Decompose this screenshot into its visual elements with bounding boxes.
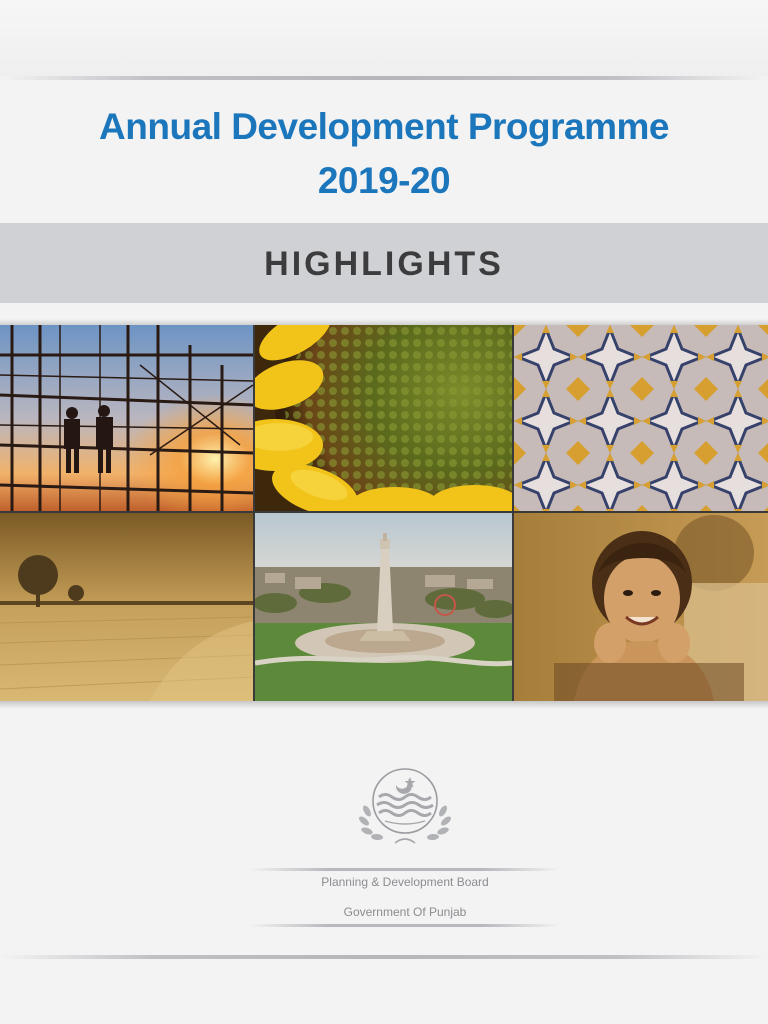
highlights-label: HIGHLIGHTS [264, 245, 504, 283]
islamic-tile-pattern-photo [514, 325, 768, 511]
photo-strip-bottom-shadow [0, 701, 768, 709]
top-divider [0, 76, 768, 80]
construction-scaffolding-photo [0, 325, 253, 511]
photo-collage [0, 325, 768, 701]
title-line-2: 2019-20 [317, 160, 451, 201]
government-of-punjab-emblem [355, 763, 455, 847]
highlights-banner [0, 223, 768, 303]
publisher-name: Planning & Development Board [321, 875, 489, 889]
minar-e-pakistan-photo [255, 513, 512, 701]
smiling-child-photo [514, 513, 768, 701]
wheat-field-photo [0, 513, 253, 701]
publisher-top-rule [250, 868, 560, 871]
cover-title [0, 100, 768, 208]
title-line-1: Annual Development Programme [99, 106, 669, 147]
bottom-divider [0, 955, 768, 959]
publisher-government: Government Of Punjab [343, 905, 467, 919]
publisher-bottom-rule [250, 924, 560, 927]
top-margin [0, 0, 768, 76]
sunflower-closeup-photo [255, 325, 512, 511]
